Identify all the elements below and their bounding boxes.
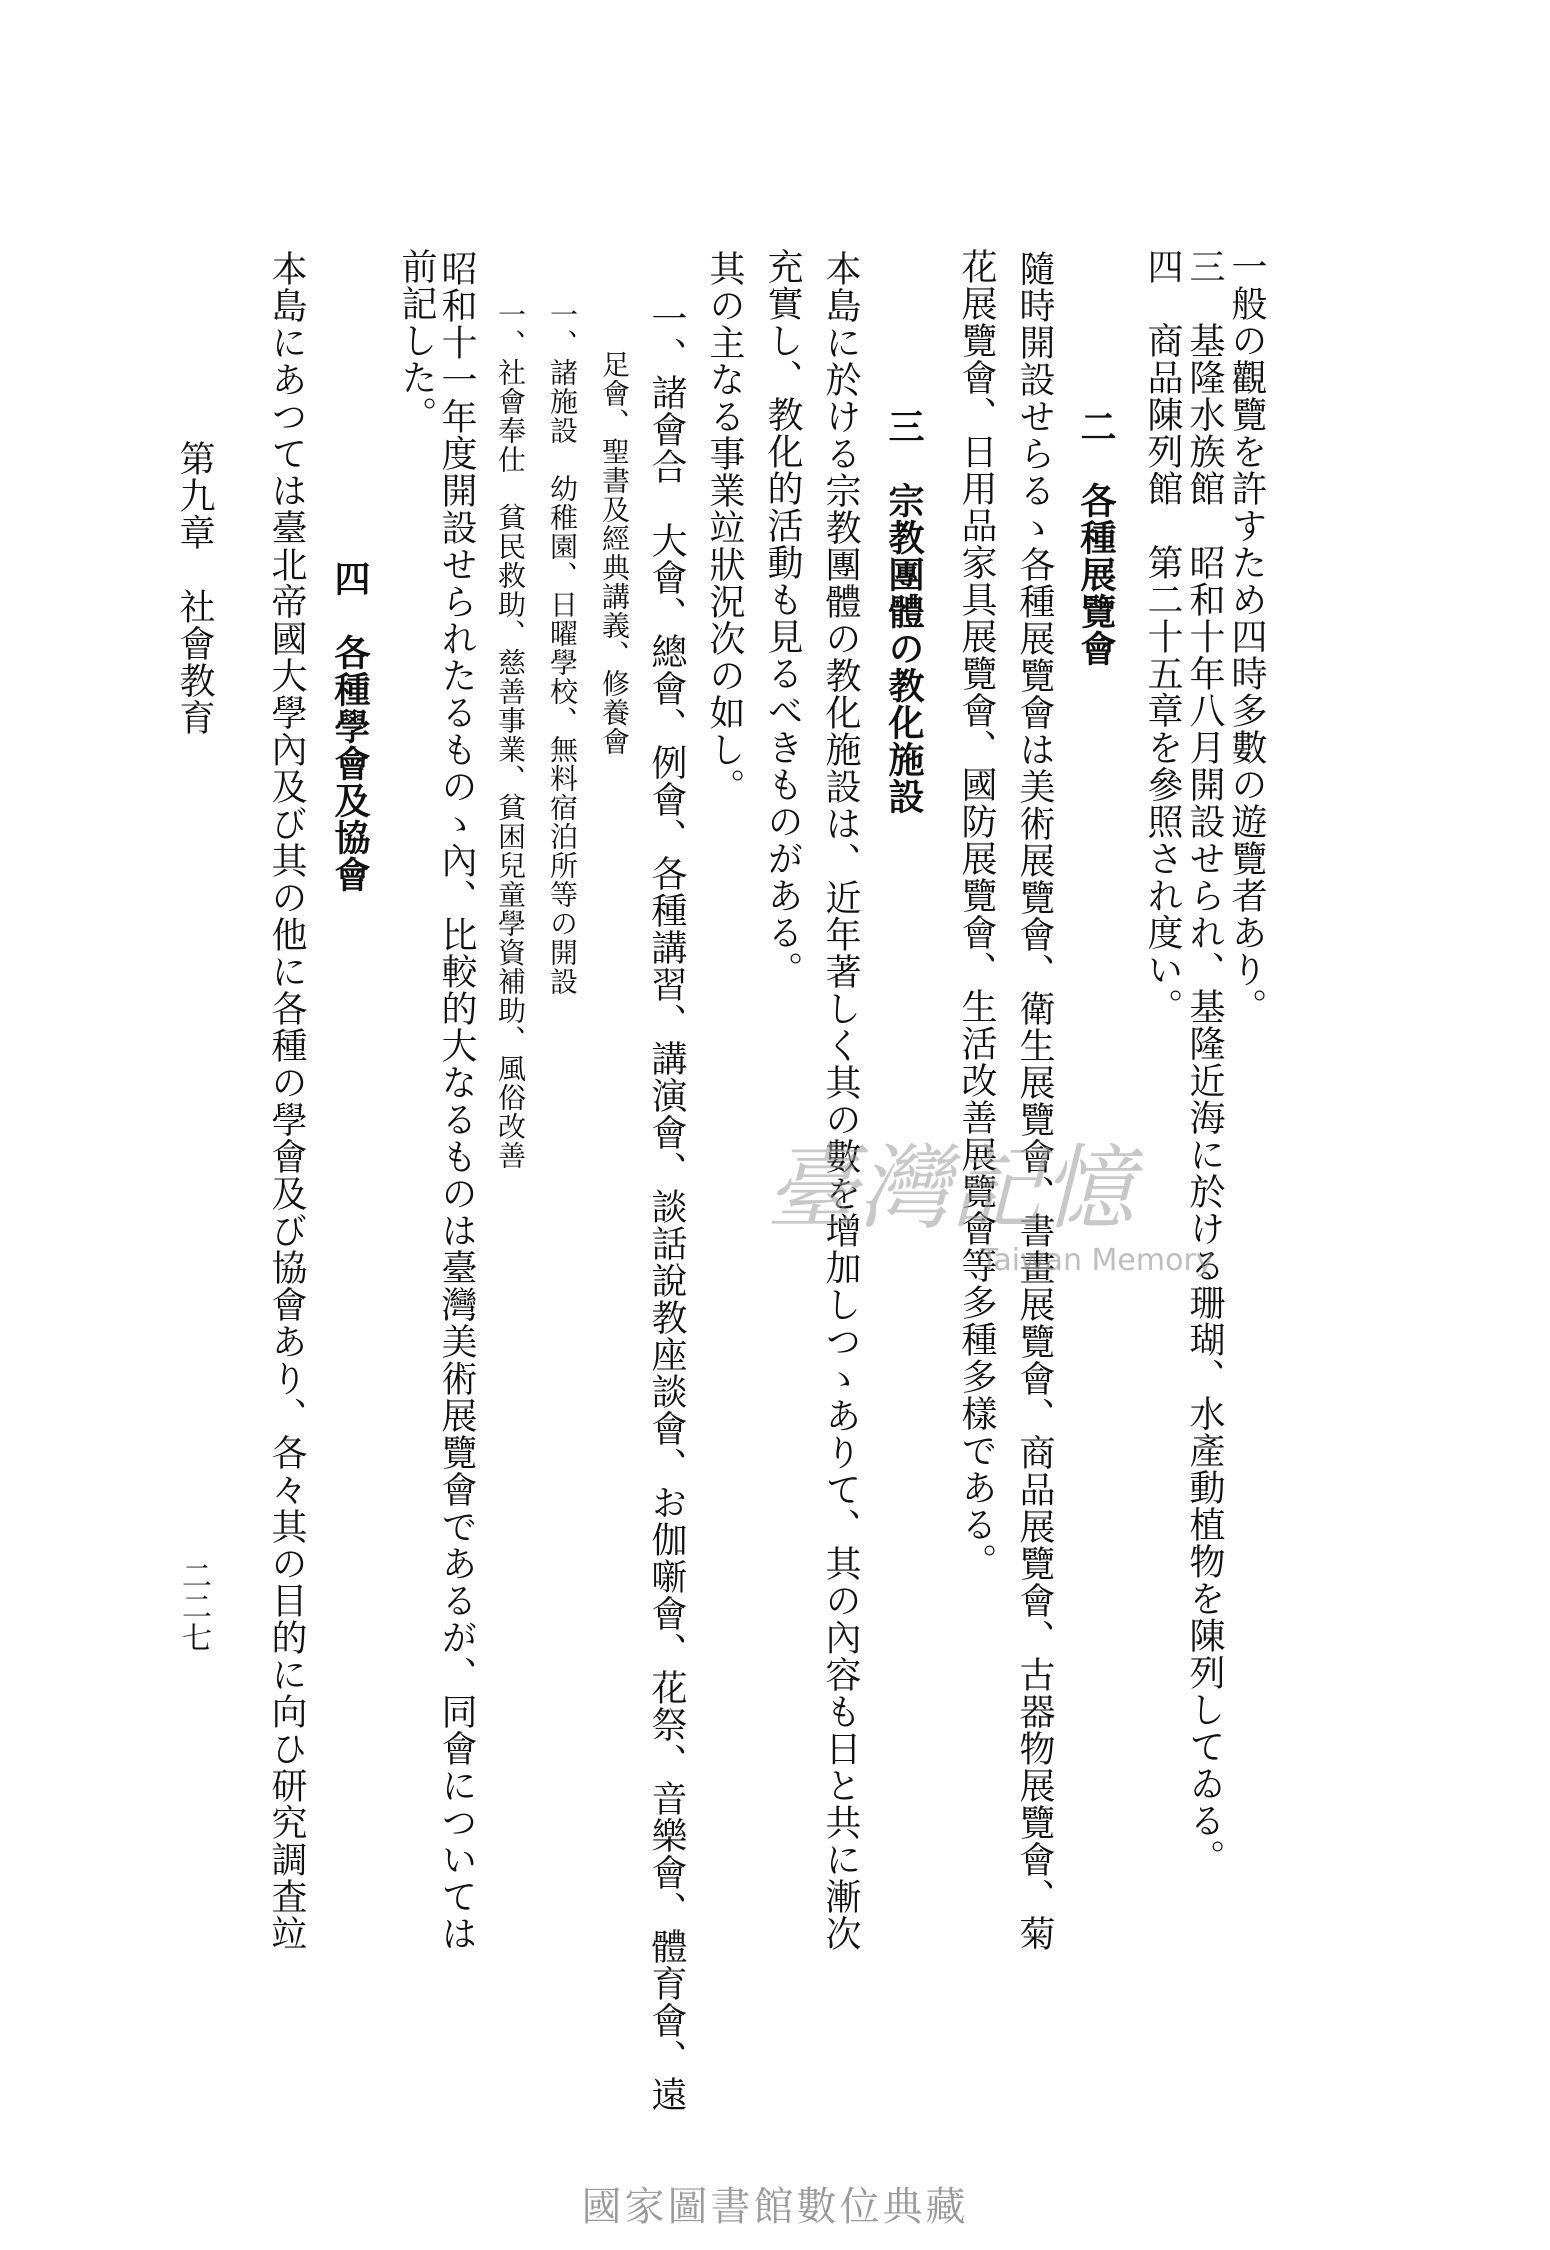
list-item-social-service: 一、社會奉仕 貧民救助、慈善事業、貧困兒童學資補助、風俗改善 <box>494 300 527 1170</box>
section-heading-academic-societies: 四 各種學會及協會 <box>329 560 371 893</box>
text-column-9: 充實し、教化的活動も見るべきものがある。 <box>762 248 803 988</box>
text-column-5: 隨時開設せらるゝ各種展覽會は美術展覽會、衛生展覽會、書畫展覽會、商品展覽會、古器物展覽會、菊 <box>1014 250 1055 1952</box>
text-column-2-kiirun-aquarium: 三 基隆水族館 昭和十年八月開設せられ、基隆近海に於ける珊瑚、水產動植物を陳列してゐる。 <box>1184 248 1225 1876</box>
section-heading-religious-groups: 三 宗教團體の教化施設 <box>883 408 925 815</box>
section-heading-exhibitions: 二 各種展覽會 <box>1075 408 1117 667</box>
list-item-gatherings-continued: 足會、聖書及經典講義、修養會 <box>598 350 631 756</box>
watermark-subtitle: Taiwan Memory <box>980 1243 1214 1278</box>
text-column-16: 前記した。 <box>396 248 437 433</box>
footer-archive-credit: 國家圖書館數位典藏 <box>581 2184 969 2230</box>
text-column-3-commercial-museum: 四 商品陳列館 第二十五章を參照され度い。 <box>1142 248 1183 1025</box>
text-column-1: 一般の觀覽を許すため四時多數の遊覽者あり。 <box>1226 248 1267 1025</box>
text-column-18: 本島にあつては臺北帝國大學內及び其の他に各種の學會及び協會あり、各々其の目的に向ひ研究調査竝 <box>266 250 307 1952</box>
text-column-10: 其の主なる事業竝狀況次の如し。 <box>704 250 745 805</box>
list-item-gatherings: 一、諸會合 大會、總會、例會、各種講習、講演會、談話說教座談會、お伽噺會、花祭、音樂會、體育會、遠 <box>646 300 687 2113</box>
text-column-8: 本島に於ける宗教團體の教化施設は、近年著しく其の數を增加しつゝありて、其の內容も日と共に漸次 <box>820 250 861 1952</box>
text-column-15: 昭和十一年度開設せられたるものゝ內、比較的大なるものは臺灣美術展覽會であるが、同會については <box>436 250 477 1952</box>
page-number: 二二七 <box>176 1560 211 1653</box>
running-header-chapter: 第九章 社會教育 <box>174 440 215 736</box>
text-column-6: 花展覽會、日用品家具展覽會、國防展覽會、生活改善展覽會等多種多樣である。 <box>956 248 997 1580</box>
list-item-facilities: 一、諸施設 幼稚園、日曜學校、無料宿泊所等の開設 <box>546 300 579 996</box>
watermark-title: 臺灣記憶 <box>766 1135 1135 1242</box>
